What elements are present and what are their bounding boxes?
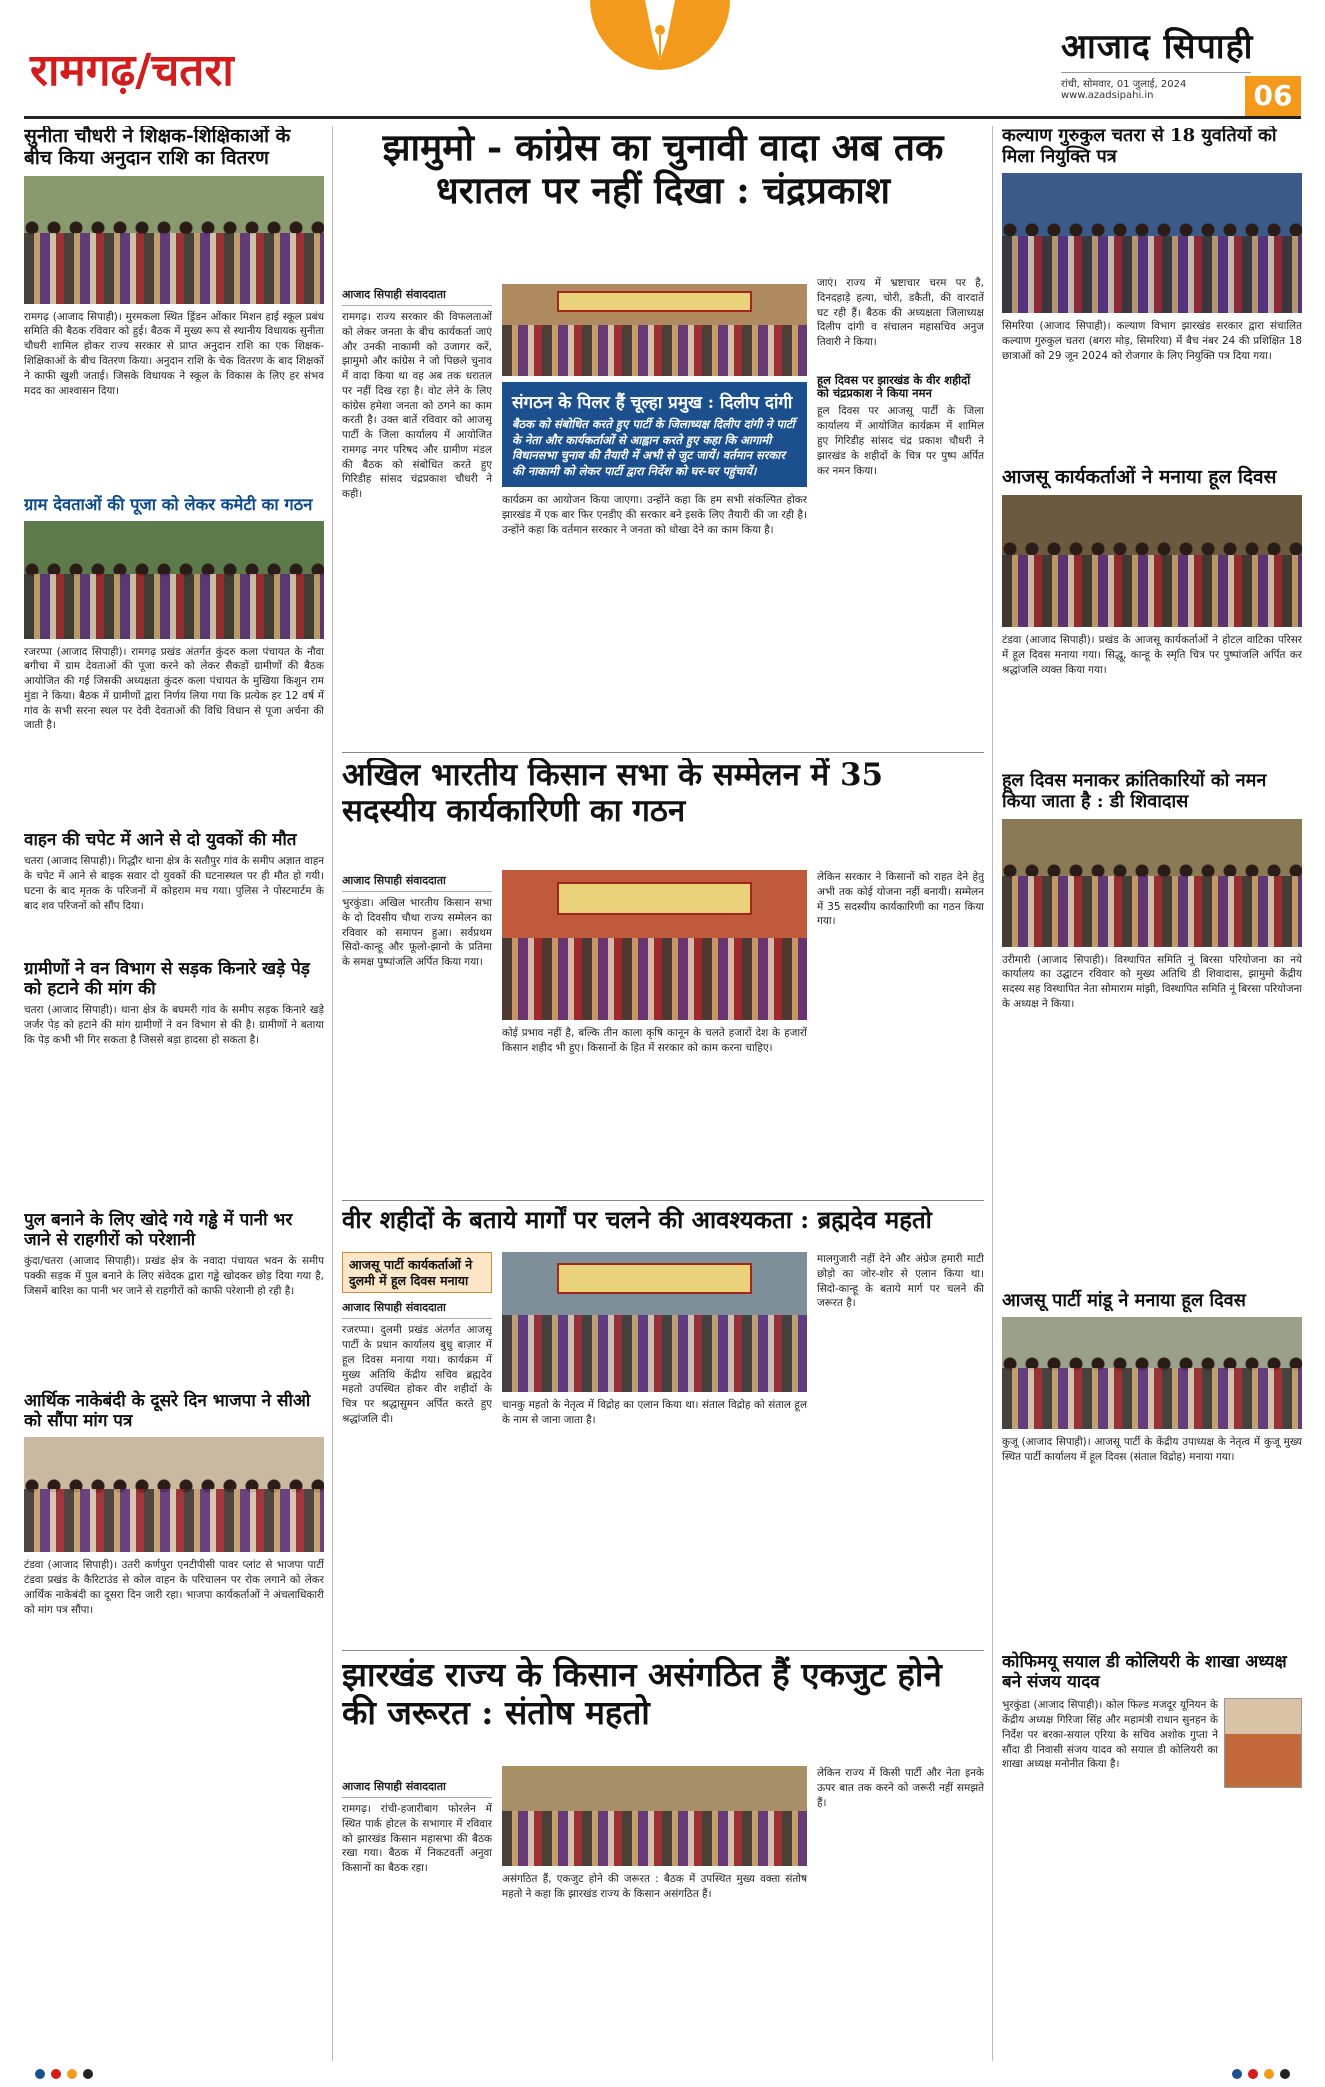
- right-column: [1002, 126, 1302, 2061]
- byline: आजाद सिपाही संवाददाता: [342, 1297, 492, 1319]
- article-headline: ग्रामीणों ने वन विभाग से सड़क किनारे खड़े पेड़ को हटाने की मांग की: [24, 959, 310, 999]
- website-link[interactable]: www.azadsipahi.in: [1061, 90, 1154, 101]
- masthead: [0, 0, 1325, 118]
- column-divider: [992, 126, 993, 2061]
- callout-text: बैठक को संबोधित करते हुए पार्टी के जिलाध्यक्ष दिलीप दांगी ने पार्टी के नेता और कार्यकर्ताओं से आह्वान करते हुए कहा कि आगामी विधानसभा चुनाव की तैयारी में अभी से जुट जायें। वर्तमान सरकार की नाकामी को लेकर पार्टी द्वारा निर्देश को घर-घर पहुंचायें।: [512, 417, 795, 478]
- article-body: कार्यक्रम का आयोजन किया जाएगा। उन्होंने कहा कि हम सभी संकल्पित होकर झारखंड में एक बार फिर एनडीए की सरकार बने इसके लिए तैयारी की जा रही है। उन्होंने कहा कि वर्तमान सरकार ने जनता को धोखा देने का काम किया है।: [502, 494, 807, 536]
- article-photo: [24, 521, 324, 639]
- lead-headline: झामुमो - कांग्रेस का चुनावी वादा अब तक धरातल पर नहीं दिखा : चंद्रप्रकाश: [382, 126, 944, 212]
- article-revolutionaries-tribute: [1002, 771, 1302, 1282]
- article-grant-distribution: [24, 126, 324, 488]
- byline: आजाद सिपाही संवाददाता: [342, 284, 492, 306]
- article-body: कुजू (आजाद सिपाही)। आजसू पार्टी के केंद्रीय उपाध्यक्ष के नेतृत्व में कुजू मुख्य स्थित पार्टी कार्यालय में हूल दिवस (संताल विद्रोह) मनाया गया।: [1002, 1436, 1302, 1464]
- article-body: लेकिन राज्य में किसी पार्टी और नेता इनके ऊपर बात तक करने को जरूरी नहीं समझते हैं।: [817, 1767, 984, 1809]
- article-farmers-unorganized: [342, 1656, 984, 2061]
- callout-title: संगठन के पिलर हैं चूल्हा प्रमुख : दिलीप दांगी: [512, 393, 793, 413]
- article-road-accident: [24, 831, 324, 953]
- article-photo: [24, 1437, 324, 1552]
- section-divider: [342, 752, 984, 753]
- article-tree-removal-demand: [24, 960, 324, 1203]
- article-headline: पुल बनाने के लिए खोदे गये गड्ढे में पानी भर जाने से राहगीरों को परेशानी: [24, 1210, 293, 1250]
- article-photo: [24, 176, 324, 304]
- article-body: उरीमारी (आजाद सिपाही)। विस्थापित समिति नूं बिरसा परियोजना का नये कार्यालय का उद्घाटन रविवार को मुख्य अतिथि डी शिवादास, झामुमो केंद्रीय सदस्य सह विस्थापित नेता सोमाराम मांझी, विस्थापित समिति नूं बिरसा परियोजना के अध्यक्ष ने किया।: [1002, 953, 1302, 1010]
- article-body: रामगढ़। रांची-हजारीबाग फोरलेन में स्थित पार्क होटल के सभागार में रविवार को झारखंड किसान महासभा की बैठक रखा गया। बैठक में निकटवर्ती अनुवा किसानों का बैठक रहा।: [342, 1803, 492, 1875]
- pillar-callout: [502, 382, 807, 487]
- article-photo: [1002, 819, 1302, 947]
- section-title: रामगढ़/चतरा: [30, 45, 234, 96]
- article-body: टंडवा (आजाद सिपाही)। उतरी कर्णपुरा एनटीपीसी पावर प्लांट से भाजपा पार्टी टंडवा प्रखंड के कैरिटाउंड से कोल वाहन के परिचालन पर रोक लगाने को लेकर आर्थिक नाकेबंदी का दूसरा दिन जारी रहा। भाजपा कार्यकर्ताओं ने अंचलाधिकारी को मांग पत्र सौंपा।: [24, 1559, 324, 1616]
- article-body: असंगठित हैं, एकजुट होने की जरूरत : बैठक में उपस्थित मुख्य वक्ता संतोष महतो ने कहा कि झारखंड राज्य के किसान असंगठित हैं।: [502, 1873, 807, 1900]
- article-headline: सुनीता चौधरी ने शिक्षक-शिक्षिकाओं के बीच किया अनुदान राशि का वितरण: [24, 126, 291, 169]
- article-headline: वीर शहीदों के बताये मार्गों पर चलने की आवश्यकता : ब्रह्मदेव महतो: [342, 1206, 932, 1234]
- article-photo: [502, 1766, 807, 1866]
- article-body: भुरकुंडा। अखिल भारतीय किसान सभा के दो दिवसीय चौथा राज्य सम्मेलन का रविवार को समापन हुआ। सर्वप्रथम सिदो-कान्हू और फूलो-झानो के प्रतिमा के समक्ष पुष्पांजलि अर्पित किया गया।: [342, 897, 492, 969]
- article-body: कुंदा/चतरा (आजाद सिपाही)। प्रखंड क्षेत्र के नवादा पंचायत भवन के समीप पक्की सड़क में पुल बनाने के लिए संवेदक द्वारा गड्ढे खोदकर छोड़ दिया गया है, जिसमें बारिश का पानी भर जाने से राहगीरों को काफी परेशानी हो रही है।: [24, 1255, 324, 1297]
- page-number: 06: [1245, 76, 1301, 116]
- section-divider: [342, 1200, 984, 1201]
- article-body: सिमरिया (आजाद सिपाही)। कल्याण विभाग झारखंड सरकार द्वारा संचालित कल्याण गुरुकुल चतरा (बगरा मोड़, सिमरिया) में बैच नंबर 24 की प्रशिक्षित 18 छात्राओं को 29 जून 2024 को रोजगार के लिए नियुक्ति पत्र दिया गया।: [1002, 320, 1302, 362]
- article-body: रजरप्पा (आजाद सिपाही)। रामगढ़ प्रखंड अंतर्गत कुंदरु कला पंचायत के नौवा बगीचा में ग्राम देवताओं की पूजा करने को लेकर सैकड़ों ग्रामीणों की बैठक आयोजित की गई जिसकी अध्यक्षता कुंदरु कला पंचायत के मुखिया किशुन राम मुंडा ने किया। बैठक में ग्रामीणों द्वारा निर्णय लिया गया कि प्रत्येक हर 12 वर्ष में गांव के सभी सरना स्थल पर देवी देवताओं की विधि विधान से पूजा अर्चना की जाती है।: [24, 645, 324, 732]
- article-headline: अखिल भारतीय किसान सभा के सम्मेलन में 35 सदस्यीय कार्यकारिणी का गठन: [342, 758, 884, 829]
- pen-nib-logo-icon: [585, 0, 735, 112]
- byline: आजाद सिपाही संवाददाता: [342, 1776, 492, 1798]
- lead-photo: [502, 284, 807, 376]
- center-lead-article: [342, 126, 984, 751]
- issue-date: रांची, सोमवार, 01 जुलाई, 2024: [1061, 72, 1251, 90]
- article-body: मालगुजारी नहीं देने और अंग्रेज हमारी माटी छोड़ो का जोर-शोर से एलान किया था। सिदो-कान्हू के बताये मार्ग पर चलने की जरूरत है।: [817, 1253, 984, 1310]
- column-divider: [332, 126, 333, 2061]
- article-ajsu-mandu: [1002, 1291, 1302, 1646]
- article-photo: [1002, 173, 1302, 313]
- article-farmers-conference: [342, 758, 984, 1198]
- article-body: जाएं। राज्य में भ्रष्टाचार चरम पर है, दिनदहाड़े हत्या, चोरी, डकैती, की वारदातें घट रही हैं। बैठक की अध्यक्षता जिलाध्यक्ष दिलीप दांगी व संचालन महासचिव अनुज तिवारी ने किया।: [817, 277, 984, 349]
- article-headline: वाहन की चपेट में आने से दो युवकों की मौत: [24, 829, 297, 850]
- article-photo: [1002, 495, 1302, 627]
- article-bjp-blockade: [24, 1392, 324, 1758]
- article-photo: [502, 870, 807, 1020]
- article-gurukul-appointments: [1002, 126, 1302, 459]
- article-body: रजरप्पा। दुलमी प्रखंड अंतर्गत आजसू पार्टी के प्रधान कार्यालय बुधु बाज़ार में हूल दिवस मनाया गया। कार्यक्रम में मुख्य अतिथि केंद्रीय सचिव ब्रह्मदेव महतो उपस्थित होकर वीर शहीदों के चित्र पर श्रद्धासुमन अर्पित करते हुए श्रद्धांजलि दी।: [342, 1324, 492, 1425]
- article-bridge-pit-water: [24, 1211, 324, 1384]
- article-headline: कोफिमयू सयाल डी कोलियरी के शाखा अध्यक्ष बने संजय यादव: [1002, 1652, 1287, 1692]
- article-body: रामगढ़ (आजाद सिपाही)। मुरमकला स्थित ड्रिंडन ओंकार मिशन हाई स्कूल प्रबंध समिति की बैठक रविवार को हुई। बैठक में मुख्य रूप से स्थानीय विधायक सुनीता चौधरी शामिल होकर राज्य सरकार से प्राप्त अनुदान राशि का एक शिक्षक-शिक्षिकाओं के बीच वितरण किया। अनुदान राशि के चेक वितरण के बाद शिक्षकों ने काफी खुशी जताई। जिसके विधायक ने स्कूल के विकास के लिए हर संभव मदद का आश्वासन दिया।: [24, 310, 324, 397]
- article-headline: आर्थिक नाकेबंदी के दूसरे दिन भाजपा ने सीओ को सौंपा मांग पत्र: [24, 1391, 311, 1431]
- article-body: रामगढ़। राज्य सरकार की विफलताओं को लेकर जनता के बीच कार्यकर्ता जाएं और उनकी नाकामी को उजागर करें, झामुमो और कांग्रेस ने जो पिछले चुनाव में वादा किया था वह अब तक धरातल पर नहीं दिख रहा है। वोट लेने के लिए कांग्रेस हमेशा जनता को ठगने का काम करती है। उक्त बातें रविवार को आजसू पार्टी के जिला कार्यालय में आयोजित रामगढ़ नगर परिषद और ग्रामीण मंडल की बैठक को संबोधित करते हुए गिरिडीह सांसद चंद्रप्रकाश चौधरी ने कही।: [342, 311, 492, 501]
- article-headline: हूल दिवस मनाकर क्रांतिकारियों को नमन किया जाता है : डी शिवादास: [1002, 770, 1267, 812]
- article-body: टंडवा (आजाद सिपाही)। प्रखंड के आजसू कार्यकर्ताओं ने होटल वाटिका परिसर में हूल दिवस मनाया गया। सिद्धू, कान्हू के स्मृति चित्र पर पुष्पांजलि अर्पित कर श्रद्धांजलि व्यक्त किया गया।: [1002, 634, 1302, 676]
- footer-color-dots: [0, 2064, 1325, 2084]
- article-photo: [1002, 1317, 1302, 1429]
- article-body: हूल दिवस पर आजसू पार्टी के जिला कार्यालय में आयोजित कार्यक्रम में शामिल हुए गिरिडीह सांसद चंद्र प्रकाश चौधरी ने झारखंड के शहीदों के चित्र पर पुष्प अर्पित कर नमन किया।: [817, 405, 984, 477]
- article-martyrs-path: [342, 1206, 984, 1646]
- top-divider: [24, 116, 1301, 119]
- article-body: भुरकुंडा (आजाद सिपाही)। कोल फिल्ड मजदूर यूनियन के केंद्रीय अध्यक्ष गिरिजा सिंह और महामंत्री राधान सुनहन के निर्देश पर बरका-सयाल एरिया के सचिव अशोक गुप्ता ने सौंदा डी निवासी संजय यादव को सयाल डी कोलियरी का शाखा अध्यक्ष मनोनीत किया है।: [1002, 1699, 1218, 1771]
- article-headline: झारखंड राज्य के किसान असंगठित हैं एकजुट होने की जरूरत : संतोष महतो: [342, 1656, 942, 1732]
- article-union-president: [1002, 1653, 1302, 1978]
- sub-headline: हूल दिवस पर झारखंड के वीर शहीदों को चंद्रप्रकाश ने किया नमन: [817, 373, 971, 401]
- article-body: चतरा (आजाद सिपाही)। गिद्धौर थाना क्षेत्र के सतौपुर गांव के समीप अज्ञात वाहन के चपेट में आने से बाइक सवार दो युवकों की घटनास्थल पर ही मौत हो गयी। घटना के बाद मृतक के परिजनों में कोहराम मच गया। पुलिस ने पोस्टमार्टम के बाद शव परिजनों को सौंप दिया।: [24, 855, 324, 912]
- article-body: कोई प्रभाव नहीं है, बल्कि तीन काला कृषि कानून के चलते हजारों देश के हजारों किसान शहीद भी हुए। किसानों के हित में सरकार को काम करना चाहिए।: [502, 1027, 807, 1054]
- article-headline: कल्याण गुरुकुल चतरा से 18 युवतियों को मिला नियुक्ति पत्र: [1002, 126, 1277, 167]
- left-column: [24, 126, 324, 2061]
- paper-name: आजाद सिपाही: [1061, 27, 1254, 67]
- inset-headline: आजसू पार्टी कार्यकर्ताओं ने दुलमी में हूल दिवस मनाया: [342, 1252, 492, 1293]
- article-village-deity-committee: [24, 496, 324, 823]
- article-headline: आजसू कार्यकर्ताओं ने मनाया हूल दिवस: [1002, 466, 1277, 489]
- article-body: लेकिन सरकार ने किसानों को राहत देने हेतु अभी तक कोई योजना नहीं बनायी। सम्मेलन में 35 सदस्यीय कार्यकारिणी का गठन किया गया।: [817, 871, 984, 928]
- article-body: चतरा (आजाद सिपाही)। थाना क्षेत्र के बघमरी गांव के समीप सड़क किनारे खड़े जर्जर पेड़ को हटाने की मांग ग्रामीणों ने वन विभाग से की है। ग्रामीणों ने बताया कि पेड़ कभी भी गिर सकता है जिससे बड़ा हादसा हो सकता है।: [24, 1004, 324, 1046]
- article-body: चानकु महतो के नेतृत्व में विद्रोह का एलान किया था। संताल विद्रोह को संताल हूल के नाम से जाना जाता है।: [502, 1399, 807, 1426]
- byline: आजाद सिपाही संवाददाता: [342, 870, 492, 892]
- article-headline: आजसू पार्टी मांडू ने मनाया हूल दिवस: [1002, 1289, 1246, 1311]
- section-divider: [342, 1650, 984, 1651]
- article-photo: [502, 1252, 807, 1392]
- article-headline: ग्राम देवताओं की पूजा को लेकर कमेटी का गठन: [24, 494, 313, 514]
- portrait-photo: [1224, 1698, 1302, 1788]
- article-ajsu-hul-diwas: [1002, 467, 1302, 763]
